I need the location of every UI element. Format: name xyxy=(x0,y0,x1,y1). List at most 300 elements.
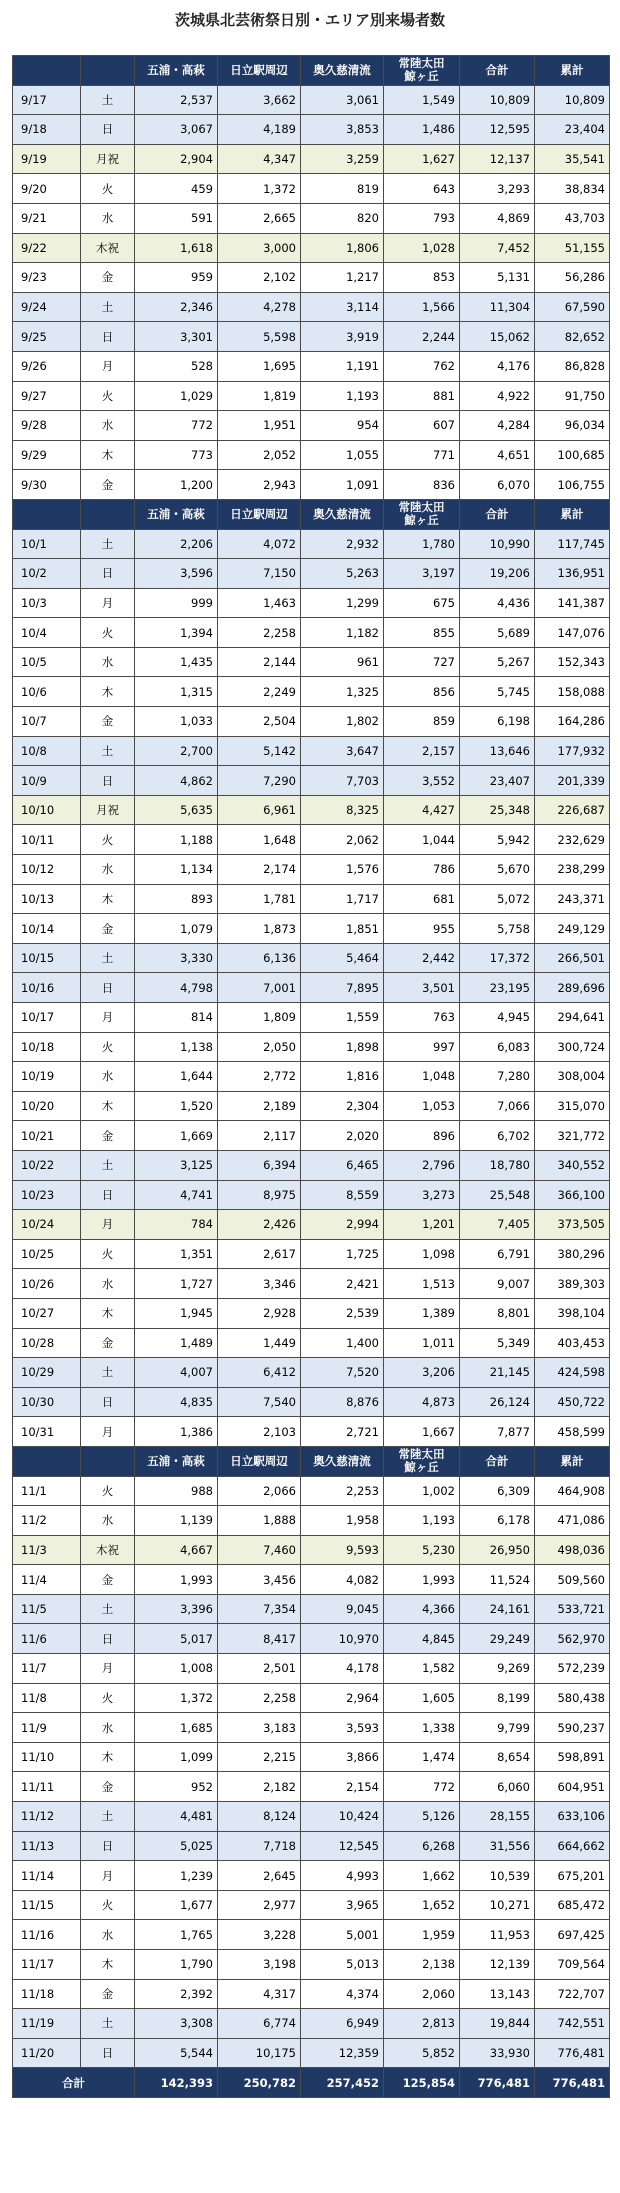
value-cell: 7,895 xyxy=(301,973,384,1003)
value-cell: 2,645 xyxy=(218,1861,301,1891)
value-cell: 1,200 xyxy=(135,470,218,500)
value-cell: 1,605 xyxy=(384,1683,460,1713)
header-blank-cell xyxy=(81,1446,135,1476)
value-cell: 3,259 xyxy=(301,144,384,174)
value-cell: 4,189 xyxy=(218,115,301,145)
value-cell: 1,394 xyxy=(135,618,218,648)
total-label: 合計 xyxy=(13,2068,135,2098)
value-cell: 4,869 xyxy=(460,203,535,233)
value-cell: 604,951 xyxy=(535,1772,610,1802)
value-cell: 4,993 xyxy=(301,1861,384,1891)
date-cell: 9/18 xyxy=(13,115,81,145)
value-cell: 2,504 xyxy=(218,707,301,737)
value-cell: 1,959 xyxy=(384,1920,460,1950)
value-cell: 12,359 xyxy=(301,2038,384,2068)
value-cell: 643 xyxy=(384,174,460,204)
value-cell: 82,652 xyxy=(535,322,610,352)
weekday-cell: 水 xyxy=(81,411,135,441)
table-row xyxy=(13,115,610,145)
value-cell: 21,145 xyxy=(460,1358,535,1388)
value-cell: 1,576 xyxy=(301,855,384,885)
value-cell: 3,593 xyxy=(301,1713,384,1743)
value-cell: 8,654 xyxy=(460,1742,535,1772)
value-cell: 7,540 xyxy=(218,1387,301,1417)
value-cell: 896 xyxy=(384,1121,460,1151)
date-cell: 10/10 xyxy=(13,795,81,825)
weekday-cell: 金 xyxy=(81,1328,135,1358)
value-cell: 398,104 xyxy=(535,1298,610,1328)
value-cell: 464,908 xyxy=(535,1476,610,1506)
value-cell: 289,696 xyxy=(535,973,610,1003)
value-cell: 1,725 xyxy=(301,1239,384,1269)
value-cell: 11,524 xyxy=(460,1565,535,1595)
weekday-cell: 水 xyxy=(81,1062,135,1092)
value-cell: 12,139 xyxy=(460,1950,535,1980)
value-cell: 25,348 xyxy=(460,795,535,825)
value-cell: 152,343 xyxy=(535,647,610,677)
value-cell: 664,662 xyxy=(535,1831,610,1861)
value-cell: 607 xyxy=(384,411,460,441)
value-cell: 4,873 xyxy=(384,1387,460,1417)
value-cell: 4,176 xyxy=(460,351,535,381)
value-cell: 562,970 xyxy=(535,1624,610,1654)
date-cell: 11/9 xyxy=(13,1713,81,1743)
weekday-cell: 木 xyxy=(81,677,135,707)
weekday-cell: 月 xyxy=(81,1417,135,1447)
weekday-cell: 土 xyxy=(81,1594,135,1624)
value-cell: 1,662 xyxy=(384,1861,460,1891)
value-cell: 5,598 xyxy=(218,322,301,352)
value-cell: 772 xyxy=(384,1772,460,1802)
table-row xyxy=(13,263,610,293)
value-cell: 2,102 xyxy=(218,263,301,293)
value-cell: 1,372 xyxy=(135,1683,218,1713)
value-cell: 1,765 xyxy=(135,1920,218,1950)
header-blank-cell xyxy=(13,1446,81,1476)
table-row xyxy=(13,1772,610,1802)
table-row xyxy=(13,144,610,174)
column-header: 日立駅周辺 xyxy=(218,1446,301,1476)
value-cell: 4,835 xyxy=(135,1387,218,1417)
value-cell: 961 xyxy=(301,647,384,677)
header-row xyxy=(13,1446,610,1476)
value-cell: 1,780 xyxy=(384,529,460,559)
table-row xyxy=(13,1032,610,1062)
value-cell: 4,862 xyxy=(135,766,218,796)
value-cell: 814 xyxy=(135,1003,218,1033)
value-cell: 1,888 xyxy=(218,1506,301,1536)
date-cell: 11/3 xyxy=(13,1535,81,1565)
table-row xyxy=(13,1713,610,1743)
value-cell: 11,304 xyxy=(460,292,535,322)
column-header: 五浦・高萩 xyxy=(135,499,218,529)
value-cell: 28,155 xyxy=(460,1802,535,1832)
value-cell: 4,082 xyxy=(301,1565,384,1595)
value-cell: 10,539 xyxy=(460,1861,535,1891)
date-cell: 11/10 xyxy=(13,1742,81,1772)
weekday-cell: 水 xyxy=(81,855,135,885)
table-row xyxy=(13,1091,610,1121)
value-cell: 4,007 xyxy=(135,1358,218,1388)
table-row xyxy=(13,1210,610,1240)
value-cell: 136,951 xyxy=(535,559,610,589)
value-cell: 2,442 xyxy=(384,943,460,973)
value-cell: 633,106 xyxy=(535,1802,610,1832)
value-cell: 1,809 xyxy=(218,1003,301,1033)
value-cell: 1,993 xyxy=(135,1565,218,1595)
weekday-cell: 火 xyxy=(81,1476,135,1506)
value-cell: 2,244 xyxy=(384,322,460,352)
weekday-cell: 金 xyxy=(81,914,135,944)
weekday-cell: 水 xyxy=(81,647,135,677)
date-cell: 9/23 xyxy=(13,263,81,293)
value-cell: 5,142 xyxy=(218,736,301,766)
value-cell: 10,809 xyxy=(535,85,610,115)
value-cell: 5,131 xyxy=(460,263,535,293)
weekday-cell: 土 xyxy=(81,292,135,322)
table-row xyxy=(13,647,610,677)
value-cell: 458,599 xyxy=(535,1417,610,1447)
date-cell: 11/7 xyxy=(13,1654,81,1684)
value-cell: 1,644 xyxy=(135,1062,218,1092)
date-cell: 10/8 xyxy=(13,736,81,766)
attendance-table xyxy=(12,55,610,2098)
value-cell: 1,139 xyxy=(135,1506,218,1536)
date-cell: 11/12 xyxy=(13,1802,81,1832)
value-cell: 3,866 xyxy=(301,1742,384,1772)
date-cell: 10/25 xyxy=(13,1239,81,1269)
value-cell: 3,396 xyxy=(135,1594,218,1624)
value-cell: 1,802 xyxy=(301,707,384,737)
value-cell: 424,598 xyxy=(535,1358,610,1388)
weekday-cell: 金 xyxy=(81,1772,135,1802)
value-cell: 12,595 xyxy=(460,115,535,145)
value-cell: 3,067 xyxy=(135,115,218,145)
date-cell: 10/29 xyxy=(13,1358,81,1388)
column-header: 常陸太田 鯨ヶ丘 xyxy=(384,1446,460,1476)
value-cell: 2,066 xyxy=(218,1476,301,1506)
table-row xyxy=(13,1358,610,1388)
value-cell: 2,964 xyxy=(301,1683,384,1713)
value-cell: 773 xyxy=(135,440,218,470)
weekday-cell: 火 xyxy=(81,1032,135,1062)
column-header: 常陸太田 鯨ヶ丘 xyxy=(384,56,460,86)
value-cell: 988 xyxy=(135,1476,218,1506)
value-cell: 1,002 xyxy=(384,1476,460,1506)
value-cell: 2,700 xyxy=(135,736,218,766)
value-cell: 19,206 xyxy=(460,559,535,589)
value-cell: 1,193 xyxy=(384,1506,460,1536)
value-cell: 2,994 xyxy=(301,1210,384,1240)
value-cell: 2,928 xyxy=(218,1298,301,1328)
date-cell: 10/13 xyxy=(13,884,81,914)
total-value-cell: 776,481 xyxy=(460,2068,535,2098)
value-cell: 1,513 xyxy=(384,1269,460,1299)
weekday-cell: 木 xyxy=(81,440,135,470)
value-cell: 1,873 xyxy=(218,914,301,944)
value-cell: 675 xyxy=(384,588,460,618)
value-cell: 1,134 xyxy=(135,855,218,885)
value-cell: 1,239 xyxy=(135,1861,218,1891)
value-cell: 7,290 xyxy=(218,766,301,796)
value-cell: 1,993 xyxy=(384,1565,460,1595)
table-row xyxy=(13,292,610,322)
value-cell: 4,284 xyxy=(460,411,535,441)
value-cell: 5,745 xyxy=(460,677,535,707)
value-cell: 590,237 xyxy=(535,1713,610,1743)
weekday-cell: 木 xyxy=(81,1742,135,1772)
value-cell: 1,851 xyxy=(301,914,384,944)
value-cell: 366,100 xyxy=(535,1180,610,1210)
value-cell: 4,667 xyxy=(135,1535,218,1565)
table-row xyxy=(13,1328,610,1358)
value-cell: 533,721 xyxy=(535,1594,610,1624)
date-cell: 9/24 xyxy=(13,292,81,322)
weekday-cell: 土 xyxy=(81,529,135,559)
value-cell: 6,268 xyxy=(384,1831,460,1861)
value-cell: 498,036 xyxy=(535,1535,610,1565)
value-cell: 226,687 xyxy=(535,795,610,825)
date-cell: 11/4 xyxy=(13,1565,81,1595)
date-cell: 10/20 xyxy=(13,1091,81,1121)
value-cell: 999 xyxy=(135,588,218,618)
value-cell: 1,667 xyxy=(384,1417,460,1447)
value-cell: 1,201 xyxy=(384,1210,460,1240)
value-cell: 3,919 xyxy=(301,322,384,352)
value-cell: 4,178 xyxy=(301,1654,384,1684)
value-cell: 106,755 xyxy=(535,470,610,500)
weekday-cell: 木 xyxy=(81,1091,135,1121)
value-cell: 164,286 xyxy=(535,707,610,737)
value-cell: 2,537 xyxy=(135,85,218,115)
date-cell: 10/26 xyxy=(13,1269,81,1299)
value-cell: 1,958 xyxy=(301,1506,384,1536)
weekday-cell: 月祝 xyxy=(81,795,135,825)
value-cell: 96,034 xyxy=(535,411,610,441)
value-cell: 51,155 xyxy=(535,233,610,263)
value-cell: 598,891 xyxy=(535,1742,610,1772)
date-cell: 11/14 xyxy=(13,1861,81,1891)
value-cell: 8,325 xyxy=(301,795,384,825)
column-header: 奥久慈清流 xyxy=(301,56,384,86)
date-cell: 11/1 xyxy=(13,1476,81,1506)
value-cell: 509,560 xyxy=(535,1565,610,1595)
column-header: 日立駅周辺 xyxy=(218,499,301,529)
value-cell: 26,124 xyxy=(460,1387,535,1417)
table-row xyxy=(13,85,610,115)
date-cell: 9/29 xyxy=(13,440,81,470)
value-cell: 1,011 xyxy=(384,1328,460,1358)
value-cell: 2,154 xyxy=(301,1772,384,1802)
value-cell: 1,315 xyxy=(135,677,218,707)
date-cell: 10/9 xyxy=(13,766,81,796)
value-cell: 5,670 xyxy=(460,855,535,885)
date-cell: 11/6 xyxy=(13,1624,81,1654)
value-cell: 12,545 xyxy=(301,1831,384,1861)
date-cell: 10/23 xyxy=(13,1180,81,1210)
value-cell: 177,932 xyxy=(535,736,610,766)
value-cell: 5,001 xyxy=(301,1920,384,1950)
value-cell: 232,629 xyxy=(535,825,610,855)
value-cell: 5,013 xyxy=(301,1950,384,1980)
table-row xyxy=(13,588,610,618)
value-cell: 25,548 xyxy=(460,1180,535,1210)
value-cell: 6,136 xyxy=(218,943,301,973)
header-row xyxy=(13,56,610,86)
value-cell: 1,098 xyxy=(384,1239,460,1269)
weekday-cell: 土 xyxy=(81,943,135,973)
table-row xyxy=(13,707,610,737)
value-cell: 1,028 xyxy=(384,233,460,263)
value-cell: 300,724 xyxy=(535,1032,610,1062)
value-cell: 3,228 xyxy=(218,1920,301,1950)
weekday-cell: 日 xyxy=(81,1624,135,1654)
value-cell: 2,421 xyxy=(301,1269,384,1299)
value-cell: 3,197 xyxy=(384,559,460,589)
value-cell: 6,309 xyxy=(460,1476,535,1506)
value-cell: 681 xyxy=(384,884,460,914)
value-cell: 1,717 xyxy=(301,884,384,914)
value-cell: 5,025 xyxy=(135,1831,218,1861)
value-cell: 1,669 xyxy=(135,1121,218,1151)
table-row xyxy=(13,440,610,470)
value-cell: 856 xyxy=(384,677,460,707)
value-cell: 2,392 xyxy=(135,1979,218,2009)
value-cell: 9,269 xyxy=(460,1654,535,1684)
table-row xyxy=(13,618,610,648)
value-cell: 308,004 xyxy=(535,1062,610,1092)
table-row xyxy=(13,1742,610,1772)
value-cell: 86,828 xyxy=(535,351,610,381)
value-cell: 249,129 xyxy=(535,914,610,944)
date-cell: 11/2 xyxy=(13,1506,81,1536)
value-cell: 100,685 xyxy=(535,440,610,470)
value-cell: 1,299 xyxy=(301,588,384,618)
date-cell: 9/22 xyxy=(13,233,81,263)
value-cell: 7,452 xyxy=(460,233,535,263)
column-header: 累計 xyxy=(535,56,610,86)
value-cell: 10,809 xyxy=(460,85,535,115)
weekday-cell: 日 xyxy=(81,559,135,589)
header-blank-cell xyxy=(81,499,135,529)
value-cell: 11,953 xyxy=(460,1920,535,1950)
value-cell: 9,799 xyxy=(460,1713,535,1743)
weekday-cell: 土 xyxy=(81,85,135,115)
value-cell: 1,079 xyxy=(135,914,218,944)
value-cell: 10,271 xyxy=(460,1890,535,1920)
table-row xyxy=(13,1121,610,1151)
value-cell: 591 xyxy=(135,203,218,233)
value-cell: 763 xyxy=(384,1003,460,1033)
date-cell: 10/15 xyxy=(13,943,81,973)
date-cell: 10/4 xyxy=(13,618,81,648)
value-cell: 4,436 xyxy=(460,588,535,618)
value-cell: 10,990 xyxy=(460,529,535,559)
table-row xyxy=(13,1062,610,1092)
weekday-cell: 日 xyxy=(81,1180,135,1210)
value-cell: 147,076 xyxy=(535,618,610,648)
weekday-cell: 木 xyxy=(81,1298,135,1328)
value-cell: 13,143 xyxy=(460,1979,535,2009)
weekday-cell: 水 xyxy=(81,1506,135,1536)
date-cell: 10/22 xyxy=(13,1150,81,1180)
value-cell: 1,945 xyxy=(135,1298,218,1328)
value-cell: 893 xyxy=(135,884,218,914)
table-row xyxy=(13,1890,610,1920)
value-cell: 1,549 xyxy=(384,85,460,115)
value-cell: 1,781 xyxy=(218,884,301,914)
value-cell: 6,961 xyxy=(218,795,301,825)
value-cell: 3,273 xyxy=(384,1180,460,1210)
value-cell: 403,453 xyxy=(535,1328,610,1358)
value-cell: 33,930 xyxy=(460,2038,535,2068)
value-cell: 3,308 xyxy=(135,2009,218,2039)
value-cell: 1,099 xyxy=(135,1742,218,1772)
table-row xyxy=(13,825,610,855)
table-row xyxy=(13,1624,610,1654)
value-cell: 1,951 xyxy=(218,411,301,441)
value-cell: 450,722 xyxy=(535,1387,610,1417)
date-cell: 10/30 xyxy=(13,1387,81,1417)
value-cell: 7,520 xyxy=(301,1358,384,1388)
value-cell: 2,813 xyxy=(384,2009,460,2039)
value-cell: 24,161 xyxy=(460,1594,535,1624)
table-row xyxy=(13,351,610,381)
weekday-cell: 水 xyxy=(81,203,135,233)
date-cell: 11/19 xyxy=(13,2009,81,2039)
value-cell: 5,635 xyxy=(135,795,218,825)
value-cell: 91,750 xyxy=(535,381,610,411)
date-cell: 10/28 xyxy=(13,1328,81,1358)
total-value-cell: 125,854 xyxy=(384,2068,460,2098)
date-cell: 10/7 xyxy=(13,707,81,737)
table-row xyxy=(13,1387,610,1417)
value-cell: 3,198 xyxy=(218,1950,301,1980)
table-row xyxy=(13,677,610,707)
value-cell: 1,400 xyxy=(301,1328,384,1358)
value-cell: 2,539 xyxy=(301,1298,384,1328)
value-cell: 2,258 xyxy=(218,618,301,648)
date-cell: 11/16 xyxy=(13,1920,81,1950)
table-row xyxy=(13,1861,610,1891)
value-cell: 238,299 xyxy=(535,855,610,885)
value-cell: 23,195 xyxy=(460,973,535,1003)
total-value-cell: 250,782 xyxy=(218,2068,301,2098)
value-cell: 675,201 xyxy=(535,1861,610,1891)
value-cell: 12,137 xyxy=(460,144,535,174)
value-cell: 8,801 xyxy=(460,1298,535,1328)
value-cell: 3,596 xyxy=(135,559,218,589)
weekday-cell: 火 xyxy=(81,174,135,204)
total-value-cell: 776,481 xyxy=(535,2068,610,2098)
weekday-cell: 土 xyxy=(81,2009,135,2039)
value-cell: 3,330 xyxy=(135,943,218,973)
weekday-cell: 火 xyxy=(81,825,135,855)
value-cell: 819 xyxy=(301,174,384,204)
value-cell: 1,138 xyxy=(135,1032,218,1062)
value-cell: 1,566 xyxy=(384,292,460,322)
column-header: 五浦・高萩 xyxy=(135,1446,218,1476)
weekday-cell: 月 xyxy=(81,1654,135,1684)
value-cell: 3,853 xyxy=(301,115,384,145)
value-cell: 1,351 xyxy=(135,1239,218,1269)
date-cell: 10/18 xyxy=(13,1032,81,1062)
date-cell: 10/21 xyxy=(13,1121,81,1151)
value-cell: 6,083 xyxy=(460,1032,535,1062)
value-cell: 1,463 xyxy=(218,588,301,618)
total-value-cell: 257,452 xyxy=(301,2068,384,2098)
date-cell: 9/19 xyxy=(13,144,81,174)
